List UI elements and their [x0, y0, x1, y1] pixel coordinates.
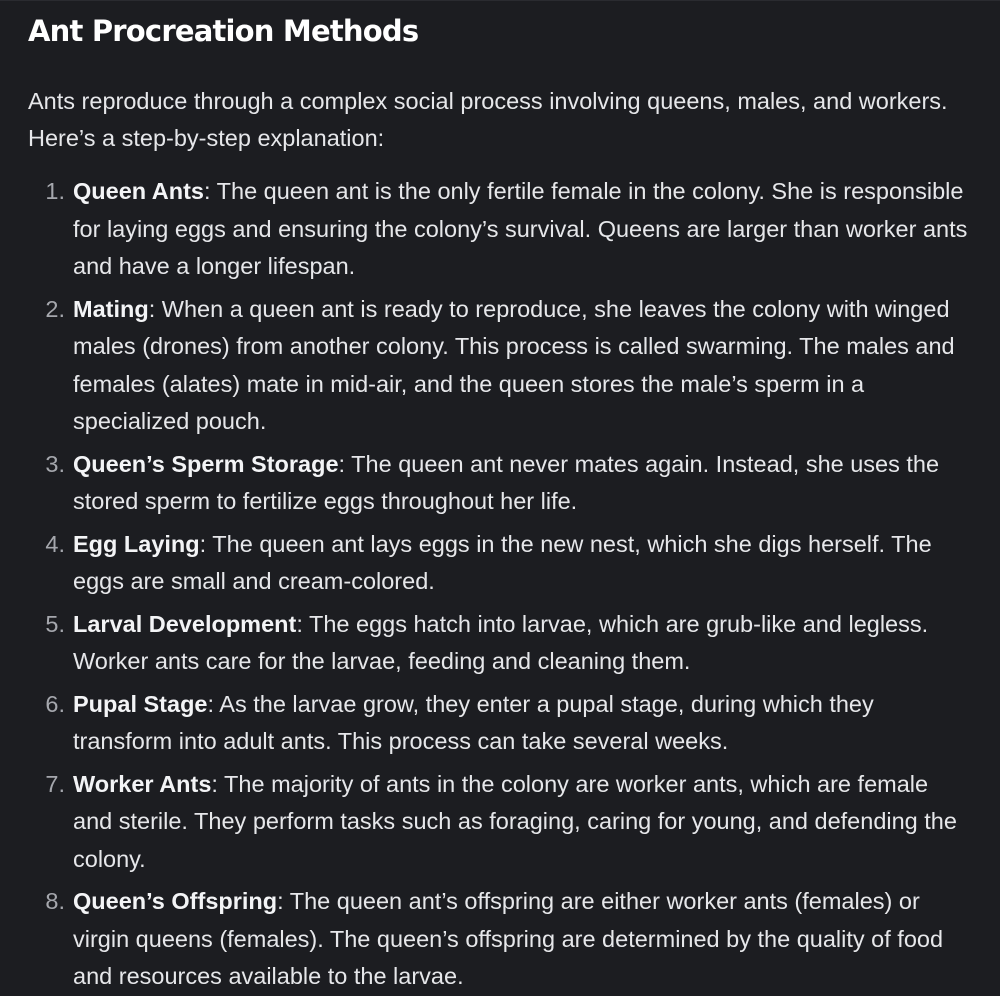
- list-item: [28, 883, 972, 996]
- list-item: [28, 526, 972, 601]
- list-item: [28, 606, 972, 681]
- list-item: [28, 291, 972, 441]
- list-text: : The queen ant lays eggs in the new nest, which she digs herself. The eggs are small and cream-colored.: [73, 530, 932, 594]
- list-number: 2.: [45, 295, 65, 322]
- list-text: : The queen ant’s offspring are either worker ants (females) or virgin queens (females). The queen’s offspring are determined by the quality of food and resources available to the larvae.: [73, 888, 944, 989]
- list-term: Queen’s Offspring: [73, 888, 278, 914]
- list-text: : As the larvae grow, they enter a pupal stage, during which they transform into adult ants. This process can take several weeks.: [73, 690, 874, 754]
- list-number: 4.: [45, 530, 65, 557]
- list-text: : The majority of ants in the colony are worker ants, which are female and sterile. They perform tasks such as foraging, caring for young, and defending the colony.: [73, 770, 957, 872]
- list-term: Pupal Stage: [73, 690, 208, 717]
- list-number: 5.: [45, 610, 65, 637]
- response-content: [0, 11, 1000, 996]
- list-number: 8.: [45, 888, 65, 914]
- list-text: : When a queen ant is ready to reproduce, she leaves the colony with winged males (drones) from another colony. This process is called swarming. The males and females (alates) mate in mid-air, and the queen stores the male’s sperm in a specialized pouch.: [73, 295, 955, 434]
- list-number: 6.: [45, 690, 65, 717]
- list-term: Larval Development: [73, 610, 297, 637]
- list-term: Egg Laying: [73, 530, 200, 557]
- list-term: Queen Ants: [73, 178, 205, 204]
- list-text: : The queen ant never mates again. Instead, she uses the stored sperm to fertilize eggs throughout her life.: [73, 450, 940, 514]
- list-term: Queen’s Sperm Storage: [73, 450, 339, 477]
- steps-list: [28, 173, 972, 996]
- list-item: [28, 686, 972, 761]
- list-text: : The eggs hatch into larvae, which are grub-like and legless. Worker ants care for the larvae, feeding and cleaning them.: [73, 610, 929, 674]
- list-text: : The queen ant is the only fertile female in the colony. She is responsible for laying eggs and ensuring the colony’s survival. Queens are larger than worker ants and have a longer lifespan.: [73, 178, 968, 279]
- list-term: Worker Ants: [73, 770, 212, 797]
- list-number: 3.: [45, 450, 65, 477]
- list-number: 1.: [45, 178, 65, 204]
- list-item: [28, 446, 972, 521]
- top-divider: [0, 0, 1000, 1]
- list-number: 7.: [45, 770, 65, 797]
- page-title: Ant Procreation Methods: [28, 14, 419, 48]
- intro-paragraph: Ants reproduce through a complex social process involving queens, males, and workers. Here’s a step-by-step explanation:: [28, 88, 948, 151]
- list-item: [28, 173, 972, 286]
- list-term: Mating: [73, 295, 149, 322]
- list-item: [28, 766, 972, 879]
